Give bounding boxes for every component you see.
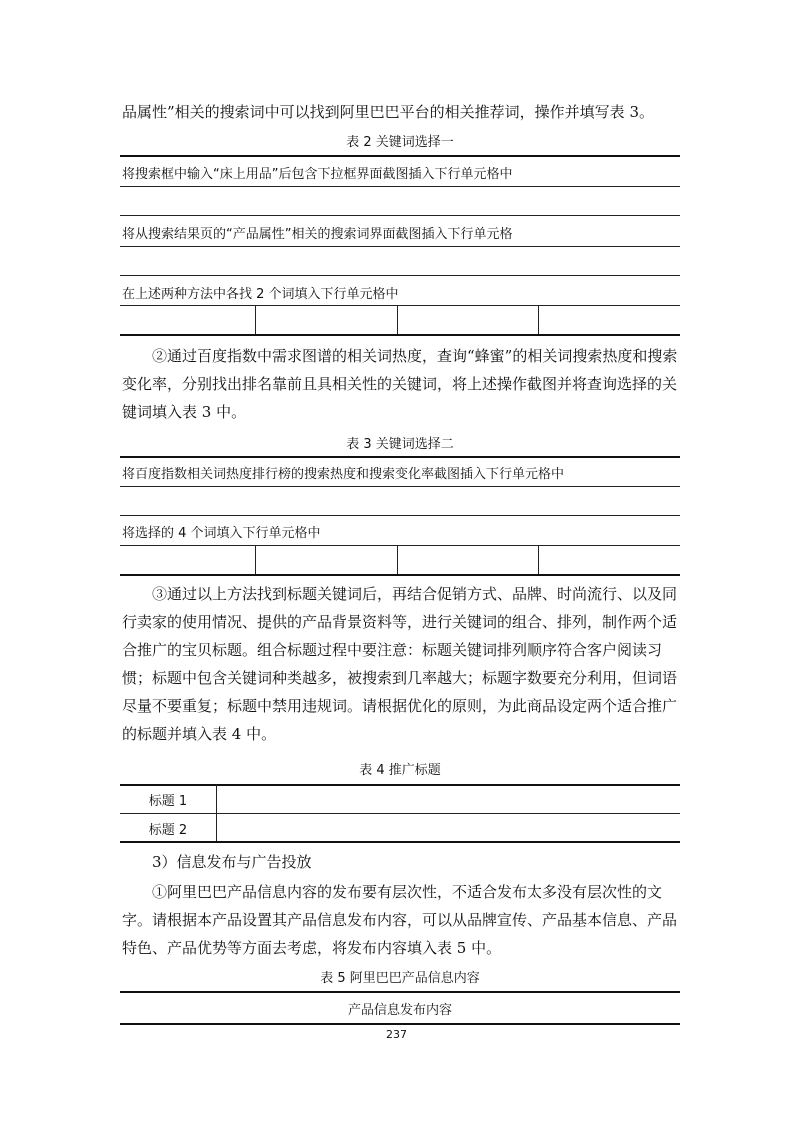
table2-cell-divider bbox=[255, 305, 256, 334]
table3-cell-divider bbox=[538, 545, 539, 574]
table3-row2-text: 将选择的 4 个词填入下行单元格中 bbox=[122, 526, 321, 541]
table4-bottom-rule bbox=[120, 841, 680, 843]
table4-label-title1: 标题 1 bbox=[148, 794, 188, 809]
table2-caption: 表 2 关键词选择一 bbox=[346, 135, 454, 150]
table4-column-divider bbox=[216, 784, 217, 841]
table3-cell-divider bbox=[397, 545, 398, 574]
table5-top-rule bbox=[120, 991, 680, 993]
table4-top-rule bbox=[120, 784, 680, 786]
table2-rule bbox=[120, 186, 680, 187]
table2-bottom-rule bbox=[120, 334, 680, 336]
table3-top-rule bbox=[120, 456, 680, 458]
table3-row1-text: 将百度指数相关词热度排行榜的搜索热度和搜索变化率截图插入下行单元格中 bbox=[122, 467, 565, 482]
table2-cell-divider bbox=[538, 305, 539, 334]
table2-row1-text: 将搜索框中输入“床上用品”后包含下拉框界面截图插入下行单元格中 bbox=[122, 167, 513, 182]
table2-rule bbox=[120, 275, 680, 276]
table5-caption: 表 5 阿里巴巴产品信息内容 bbox=[320, 971, 480, 986]
table2-rule bbox=[120, 305, 680, 306]
table2-rule bbox=[120, 246, 680, 247]
paragraph-alibaba-info: ①阿里巴巴产品信息内容的发布要有层次性，不适合发布太多没有层次性的文字。请根据本产品设置其产品信息发布内容，可以从品牌宣传、产品基本信息、产品特色、产品优势等方面去考虑，将发布内容填入表 5 中。 bbox=[122, 883, 678, 957]
table3-cell-divider bbox=[255, 545, 256, 574]
table3-rule bbox=[120, 545, 680, 546]
intro-text: 品属性”相关的搜索词中可以找到阿里巴巴平台的相关推荐词，操作并填写表 3。 bbox=[122, 103, 654, 121]
table4-caption: 表 4 推广标题 bbox=[359, 763, 441, 778]
table3-bottom-rule bbox=[120, 574, 680, 576]
table2-top-rule bbox=[120, 155, 680, 157]
table3-rule bbox=[120, 515, 680, 516]
table2-cell-divider bbox=[397, 305, 398, 334]
table2-row3-text: 在上述两种方法中各找 2 个词填入下行单元格中 bbox=[122, 287, 399, 302]
table2-rule bbox=[120, 215, 680, 216]
section-heading: 3）信息发布与广告投放 bbox=[152, 853, 312, 871]
table4-rule bbox=[120, 813, 680, 814]
table3-caption: 表 3 关键词选择二 bbox=[346, 437, 454, 452]
table5-header: 产品信息发布内容 bbox=[347, 1003, 452, 1018]
paragraph-title-keywords: ③通过以上方法找到标题关键词后，再结合促销方式、品牌、时尚流行、以及同行卖家的使用情况、提供的产品背景资料等，进行关键词的组合、排列，制作两个适合推广的宝贝标题。组合标题过程中要注意：标题关键词排列顺序符合客户阅读习惯；标题中包含关键词种类越多，被搜索到几率越大；标题字数要充分利用，但词语尽量不要重复；标题中禁用违规词。请根据优化的原则，为此商品设定两个适合推广的标题并填入表 4 中。 bbox=[122, 585, 678, 743]
page-number: 237 bbox=[386, 1028, 407, 1041]
table3-rule bbox=[120, 486, 680, 487]
table4-label-title2: 标题 2 bbox=[148, 823, 188, 838]
table5-header-rule bbox=[120, 1023, 680, 1025]
table2-row2-text: 将从搜索结果页的“产品属性”相关的搜索词界面截图插入下行单元格 bbox=[122, 227, 513, 242]
paragraph-baidu-index: ②通过百度指数中需求图谱的相关词热度，查询“蜂蜜”的相关词搜索热度和搜索变化率，分别找出排名靠前且具相关性的关键词，将上述操作截图并将查询选择的关键词填入表 3 中。 bbox=[122, 347, 678, 421]
